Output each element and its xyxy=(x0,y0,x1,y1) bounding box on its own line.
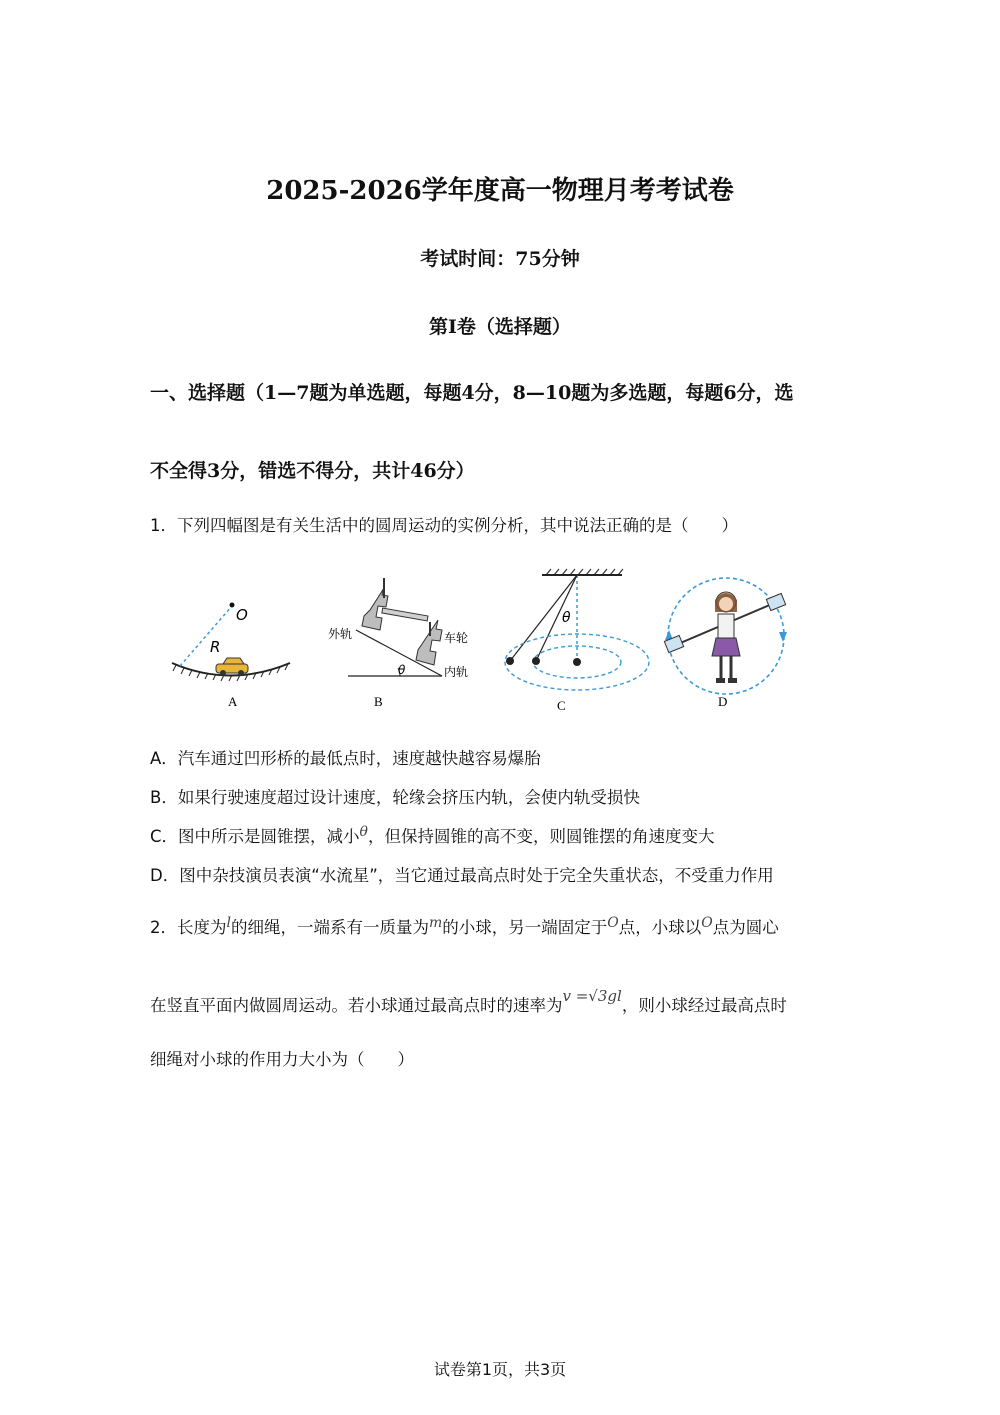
question-1-option-a: A．汽车通过凹形桥的最低点时，速度越快越容易爆胎 xyxy=(150,749,541,768)
q2-text-4: 点，小球以 xyxy=(618,918,702,937)
q2-text-3: 的小球，另一端固定于 xyxy=(442,918,608,937)
exam-title: 2025-2026学年度高一物理月考考试卷 xyxy=(266,176,734,206)
option-c-suffix: ，但保持圆锥的高不变，则圆锥摆的角速度变大 xyxy=(367,827,715,846)
option-c-prefix: C．图中所示是圆锥摆，减小 xyxy=(150,827,360,846)
figure-d-water-meteor xyxy=(664,578,787,709)
car-icon xyxy=(216,658,248,676)
question-2-line1 xyxy=(150,914,870,938)
q2-text-5: 点为圆心 xyxy=(712,918,779,937)
option-c-theta: θ xyxy=(359,824,368,840)
figure-d-label: D xyxy=(718,694,728,709)
question-1-stem: 1．下列四幅图是有关生活中的圆周运动的实例分析，其中说法正确的是（ ） xyxy=(150,516,738,535)
q2-var-l: l xyxy=(226,915,231,931)
question-2-line2 xyxy=(150,987,870,1016)
figure-b-wheel-label: 车轮 xyxy=(444,631,469,645)
q2-text-2: 的细绳，一端系有一质量为 xyxy=(230,918,429,937)
figure-b-theta: θ xyxy=(398,663,406,677)
page-footer: 试卷第1页，共3页 xyxy=(433,1360,567,1379)
figure-b-banked-track xyxy=(328,578,468,709)
figure-a-r-label: R xyxy=(210,638,221,656)
section-heading-line2: 不全得3分，错选不得分，共计46分） xyxy=(150,460,475,482)
exam-time: 考试时间：75分钟 xyxy=(420,248,580,270)
question-2-line3: 细绳对小球的作用力大小为（ ） xyxy=(150,1050,414,1069)
volume-heading: 第Ⅰ卷（选择题） xyxy=(429,316,571,338)
figure-a-o-label: O xyxy=(236,606,248,624)
figure-c-theta: θ xyxy=(562,610,571,626)
figure-a-label: A xyxy=(228,694,238,709)
q2-speed-formula: v =√3gl xyxy=(562,987,622,1005)
figure-a-concave-bridge xyxy=(172,603,290,710)
question-1-option-b: B．如果行驶速度超过设计速度，轮缘会挤压内轨，会使内轨受损快 xyxy=(150,788,640,807)
figure-c-conical-pendulum xyxy=(505,569,649,713)
section-heading-line1: 一、选择题（1—7题为单选题，每题4分，8—10题为多选题，每题6分，选 xyxy=(150,382,794,404)
q2-text-1: 2．长度为 xyxy=(150,918,227,937)
q2-var-m: m xyxy=(428,915,443,931)
figure-b-outer-rail-label: 外轨 xyxy=(328,627,353,641)
figure-b-label: B xyxy=(374,694,383,709)
q2-var-o2: O xyxy=(701,915,713,931)
q2-var-o1: O xyxy=(607,915,619,931)
question-1-option-c xyxy=(150,823,870,847)
question-1-figures xyxy=(160,560,840,720)
figure-b-inner-rail-label: 内轨 xyxy=(444,665,469,679)
question-1-option-d: D．图中杂技演员表演“水流星”，当它通过最高点时处于完全失重状态，不受重力作用 xyxy=(150,866,774,885)
figure-c-label: C xyxy=(557,698,566,713)
q2-line2-prefix: 在竖直平面内做圆周运动。若小球通过最高点时的速率为 xyxy=(150,996,563,1015)
q2-line2-suffix: ，则小球经过最高点时 xyxy=(621,996,787,1015)
performer-figure xyxy=(712,592,740,683)
